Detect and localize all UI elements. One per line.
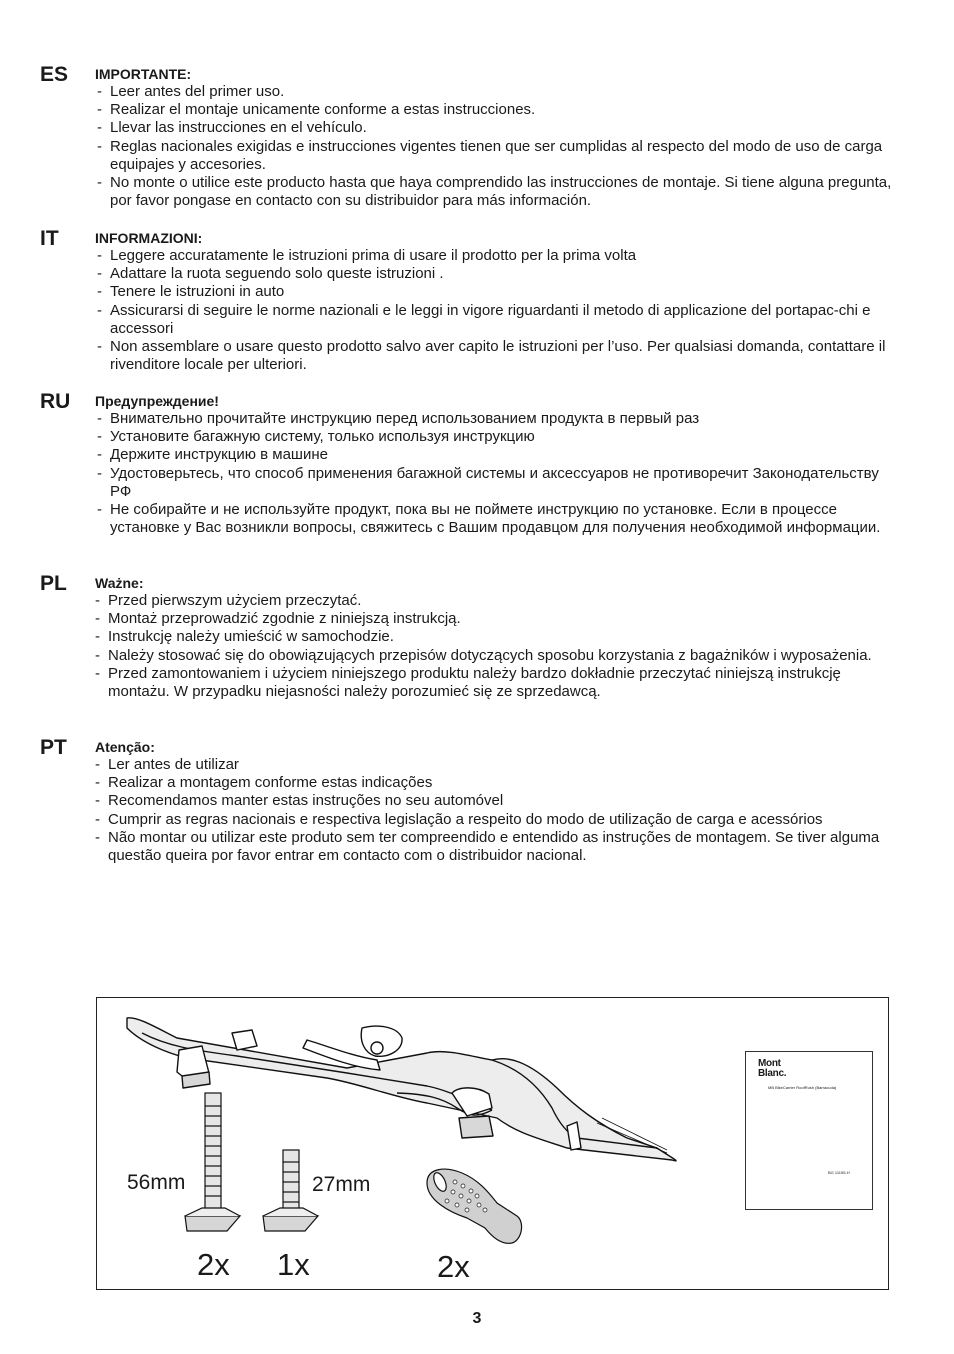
list-item: - Держите инструкцию в машине — [97, 446, 328, 464]
section-es-list — [95, 83, 895, 210]
list-item: - Установите багажную систему, только используя инструкцию — [97, 428, 535, 446]
list-item: - Montaż przeprowadzić zgodnie z niniejszą instrukcją. — [95, 610, 461, 628]
section-it-heading: INFORMAZIONI: — [95, 230, 203, 246]
section-ru-heading: Предупреждение! — [95, 393, 219, 409]
section-es-content — [95, 65, 895, 210]
list-item: - Assicurarsi di seguire le norme nazionali e le leggi in vigore riguardanti il metodo di applicazione del portapac-chi e accessori — [97, 301, 871, 337]
long-bolt-length-label: 56mm — [127, 1171, 186, 1194]
wrench-quantity: 2x — [437, 1249, 470, 1284]
list-item: - Instrukcję należy umieścić w samochodzie. — [95, 628, 394, 646]
list-item: - Non assemblare o usare questo prodotto salvo aver capito le istruzioni per l’uso. Per qualsiasi domanda, contattare il rivenditore locale per ulteriori. — [97, 338, 886, 374]
manual-title: MB BikeCarrier RoofRush (Barracuda) — [768, 1085, 837, 1090]
section-ru-content — [95, 392, 895, 537]
list-item: - Llevar las instrucciones en el vehículo. — [97, 119, 367, 137]
instruction-manual — [745, 1051, 873, 1210]
short-bolt-length-label: 27mm — [312, 1173, 371, 1196]
list-item: - Não montar ou utilizar este produto sem ter compreendido e entendido as instruções de montagem. Se tiver alguma questão queira por favor entrar em contacto com o distribuidor nacional. — [95, 828, 880, 865]
short-bolt-quantity: 1x — [277, 1247, 310, 1282]
list-item: - Realizar a montagem conforme estas indicações — [95, 774, 433, 792]
list-item: - Przed pierwszym użyciem przeczytać. — [95, 592, 362, 609]
long-bolt-icon — [185, 1093, 240, 1231]
list-item: - Leggere accuratamente le istruzioni prima di usare il prodotto per la prima volta — [97, 247, 637, 264]
parts-figure — [96, 997, 889, 1290]
language-code-es: ES — [40, 63, 69, 86]
section-pl-heading: Ważne: — [95, 575, 144, 591]
language-code-ru: RU — [40, 390, 71, 413]
section-pl-list — [95, 592, 895, 701]
list-item: - Внимательно прочитайте инструкцию перед использованием продукта в первый раз — [97, 410, 700, 427]
section-pl-content — [95, 574, 895, 701]
manual-brand-logo: Mont Blanc. — [758, 1058, 787, 1079]
long-bolt-quantity: 2x — [197, 1247, 230, 1282]
section-pt-content — [95, 738, 895, 865]
wrench-icon — [427, 1169, 522, 1243]
list-item: - Ler antes de utilizar — [95, 756, 239, 773]
manual-code: BG 11155-H — [828, 1170, 850, 1175]
section-pt-list — [95, 756, 895, 865]
list-item: - No monte o utilice este producto hasta que haya comprendido las instrucciones de montaje. Si tiene alguna pregunta, por favor pongase en contacto con su distribuidor para más información. — [97, 174, 892, 210]
list-item: - Przed zamontowaniem i użyciem niniejszego produktu należy bardzo dokładnie przeczytać niniejszą instrukcję montażu. W przypadku niejasności należy porozumieć się ze sprzedawcą. — [95, 664, 841, 701]
list-item: - Cumprir as regras nacionais e respectiva legislação a respeito do modo de utilização de carga e acessórios — [95, 810, 823, 828]
section-es-heading: IMPORTANTE: — [95, 66, 192, 82]
section-it-list — [95, 247, 895, 374]
section-it-content — [95, 229, 895, 374]
list-item: - Leer antes del primer uso. — [97, 83, 285, 100]
language-code-pl: PL — [40, 572, 67, 595]
list-item: - Не собирайте и не используйте продукт, пока вы не поймете инструкцию по установке. Если в процессе установке у Вас возникли вопросы, свяжитесь с Вашим продавцом для получения необходимой информации. — [97, 501, 881, 537]
short-bolt-icon — [263, 1150, 318, 1231]
list-item: - Удостоверьтесь, что способ применения багажной системы и аксессуаров не противоречит Законодательству РФ — [97, 464, 879, 500]
list-item: - Tenere le istruzioni in auto — [97, 283, 285, 301]
list-item: - Reglas nacionales exigidas e instrucciones vigentes tienen que ser cumplidas al respecto del modo de uso de carga equipajes y accesories. — [97, 137, 883, 173]
section-ru-list — [95, 410, 895, 537]
language-code-pt: PT — [40, 736, 67, 759]
language-code-it: IT — [40, 227, 59, 250]
list-item: - Recomendamos manter estas instruções no seu automóvel — [95, 792, 504, 810]
page-number: 3 — [472, 1310, 482, 1327]
list-item: - Realizar el montaje unicamente conforme a estas instrucciones. — [97, 101, 536, 119]
list-item: - Należy stosować się do obowiązujących przepisów dotyczących sposobu korzystania z bagażników i wyposażenia. — [95, 646, 872, 664]
list-item: - Adattare la ruota seguendo solo queste istruzioni . — [97, 265, 444, 283]
section-pt-heading: Atenção: — [95, 739, 155, 755]
